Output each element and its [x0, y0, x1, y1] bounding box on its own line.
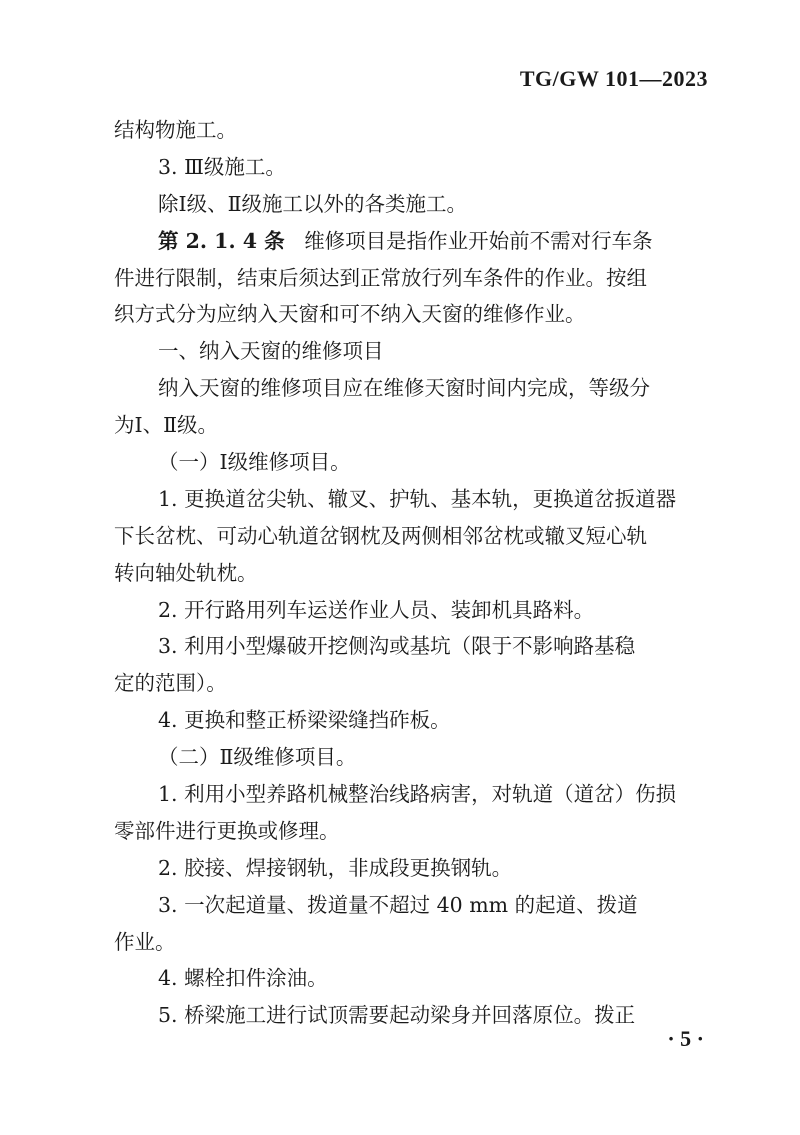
list-item: 3. 利用小型爆破开挖侧沟或基坑（限于不影响路基稳: [158, 634, 636, 659]
subsection-heading: （一）Ⅰ级维修项目。: [158, 450, 351, 475]
text-line: 除Ⅰ级、Ⅱ级施工以外的各类施工。: [158, 191, 468, 216]
standard-code: TG/GW 101—2023: [519, 66, 708, 91]
list-item: 4. 更换和整正桥梁梁缝挡砟板。: [158, 708, 451, 733]
page-number: · 5 ·: [667, 1026, 704, 1051]
body-text: [114, 112, 714, 1034]
text-line: 结构物施工。: [114, 118, 237, 142]
text-line: 作业。: [114, 929, 176, 954]
text-line: 转向轴处轨枕。: [114, 560, 258, 585]
clause-number: 第 2. 1. 4 条: [158, 228, 285, 253]
list-item: 1. 更换道岔尖轨、辙叉、护轨、基本轨，更换道岔扳道器: [158, 486, 677, 511]
text-line: 纳入天窗的维修项目应在维修天窗时间内完成，等级分: [158, 376, 650, 401]
list-item: 3. 一次起道量、拨道量不超过 40 mm 的起道、拨道: [158, 892, 638, 917]
section-heading: 一、纳入天窗的维修项目: [158, 339, 384, 364]
list-item: 4. 螺栓扣件涂油。: [158, 966, 328, 991]
clause-line: 第 2. 1. 4 条 维修项目是指作业开始前不需对行车条: [158, 228, 653, 253]
text-line: 定的范围）。: [114, 671, 227, 696]
text-line: 3. Ⅲ级施工。: [158, 154, 286, 179]
text-line: 织方式分为应纳入天窗和可不纳入天窗的维修作业。: [114, 302, 586, 327]
list-item: 5. 桥梁施工进行试顶需要起动梁身并回落原位。拨正: [158, 1003, 636, 1028]
subsection-heading: （二）Ⅱ级维修项目。: [158, 745, 357, 770]
text-line: 零部件进行更换或修理。: [114, 818, 340, 843]
list-item: 2. 开行路用列车运送作业人员、装卸机具路料。: [158, 597, 595, 622]
list-item: 1. 利用小型养路机械整治线路病害，对轨道（道岔）伤损: [158, 782, 677, 807]
list-item: 2. 胶接、焊接钢轨，非成段更换钢轨。: [158, 855, 513, 880]
text-line: 件进行限制，结束后须达到正常放行列车条件的作业。按组: [114, 265, 647, 290]
text-line: 下长岔枕、可动心轨道岔钢枕及两侧相邻岔枕或辙叉短心轨: [114, 523, 647, 548]
text-line: 为Ⅰ、Ⅱ级。: [114, 413, 219, 438]
